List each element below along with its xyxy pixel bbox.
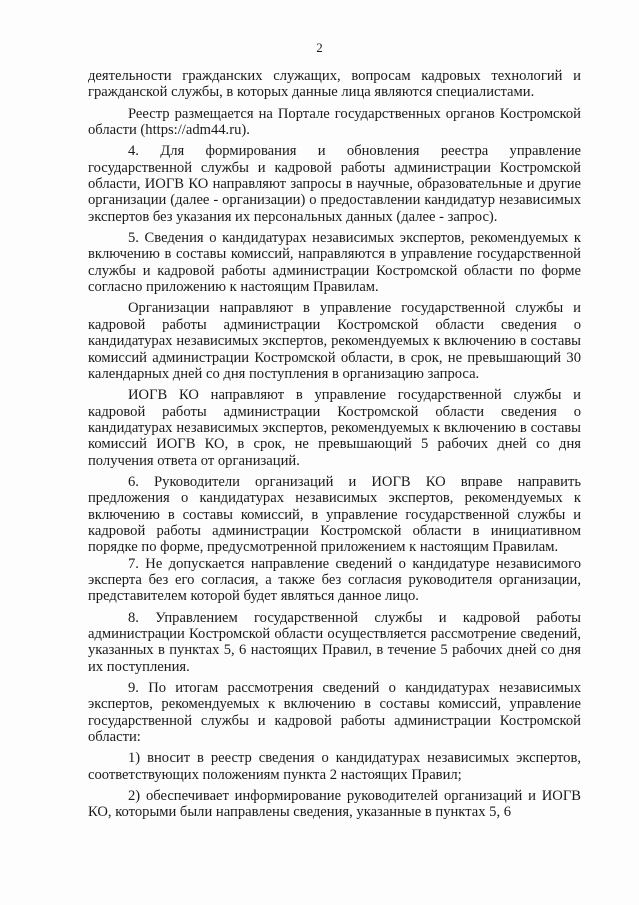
- paragraph-item-6: 6. Руководители организаций и ИОГВ КО вправе направить предложения о кандидатурах независимых экспертов, рекомендуемых к включению в составы комиссий, в управление государственной службы и кадровой работы администрации Костромской области в инициативном порядке по форме, предусмотренной приложением к настоящим Правилам.: [88, 473, 581, 556]
- paragraph-subitem-2: 2) обеспечивает информирование руководителей организаций и ИОГВ КО, которыми были направлены сведения, указанные в пунктах 5, 6: [88, 788, 581, 821]
- paragraph-iogv: ИОГВ КО направляют в управление государственной службы и кадровой работы администрации Костромской области сведения о кандидатурах независимых экспертов, рекомендуемых к включению в составы комиссий ИОГВ КО, в срок, не превышающий 5 рабочих дней со дня получения ответа от организаций.: [88, 387, 581, 469]
- page-number: 2: [316, 40, 323, 55]
- paragraph-subitem-1: 1) вносит в реестр сведения о кандидатурах независимых экспертов, соответствующих положениям пункта 2 настоящих Правил;: [88, 750, 581, 783]
- paragraph-registry-portal: Реестр размещается на Портале государственных органов Костромской области (https://adm44.ru).: [88, 105, 581, 139]
- paragraph-item-7: 7. Не допускается направление сведений о кандидатуре независимого эксперта без его согласия, а также без согласия руководителя организации, представителем которой будет являться данное лицо.: [88, 555, 581, 605]
- document-body: [88, 68, 581, 821]
- paragraph-organizations: Организации направляют в управление государственной службы и кадровой работы администрации Костромской области сведения о кандидатурах независимых экспертов, рекомендуемых к включению в составы комиссий администрации Костромской области, в срок, не превышающий 30 календарных дней со дня поступления в организацию запроса.: [88, 300, 581, 382]
- paragraph-continuation: деятельности гражданских служащих, вопросам кадровых технологий и гражданской службы, в которых данные лица являются специалистами.: [88, 68, 581, 101]
- paragraph-item-5: 5. Сведения о кандидатурах независимых экспертов, рекомендуемых к включению в составы комиссий, направляются в управление государственной службы и кадровой работы администрации Костромской области по форме согласно приложению к настоящим Правилам.: [88, 230, 581, 296]
- paragraph-item-4: 4. Для формирования и обновления реестра управление государственной службы и кадровой работы администрации Костромской области, ИОГВ КО направляют запросы в научные, образовательные и другие организации (далее - организации) о предоставлении кандидатур независимых экспертов без указания их персональных данных (далее - запрос).: [88, 143, 581, 225]
- paragraph-item-8: 8. Управлением государственной службы и кадровой работы администрации Костромской области осуществляется рассмотрение сведений, указанных в пунктах 5, 6 настоящих Правил, в течение 5 рабочих дней со дня их поступления.: [88, 609, 581, 675]
- paragraph-item-9: 9. По итогам рассмотрения сведений о кандидатурах независимых экспертов, рекомендуемых к включению в составы комиссий, управление государственной службы и кадровой работы администрации Костромской области:: [88, 680, 581, 746]
